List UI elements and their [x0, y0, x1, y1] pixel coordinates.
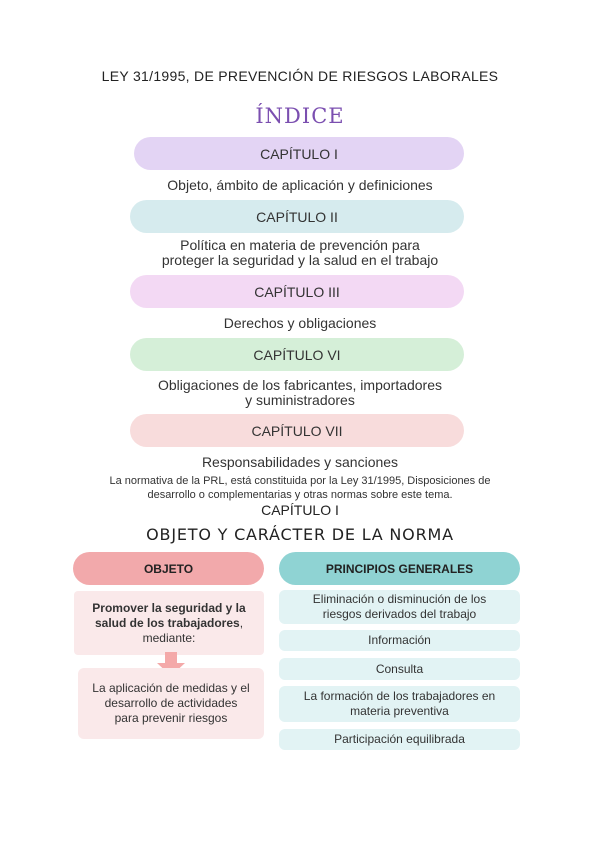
objeto-result-line-2: desarrollo de actividades	[104, 696, 238, 710]
normative-note	[78, 474, 522, 502]
section-title: OBJETO Y CARÁCTER DE LA NORMA	[146, 525, 454, 544]
principio-item-3-label: Consulta	[375, 661, 424, 676]
normative-note-line-1: La normativa de la PRL, está constituida por la Ley 31/1995, Disposiciones de	[109, 475, 491, 487]
chapter-6-pill	[130, 338, 464, 371]
objeto-purpose-line-3: mediante:	[142, 630, 196, 645]
objeto-purpose-line-2: salud de los trabajadores	[94, 615, 240, 630]
objeto-result-line-1: La aplicación de medidas y el	[92, 681, 250, 695]
chapter-6-description-line-1: Obligaciones de los fabricantes, importadores	[157, 377, 443, 393]
objeto-purpose-comma: ,	[239, 615, 244, 630]
principio-item-2-label: Información	[368, 633, 431, 647]
objeto-result-line-3: para prevenir riesgos	[114, 711, 228, 725]
chapter-7-description: Responsabilidades y sanciones	[201, 454, 399, 470]
chapter-6-description-line-2: y suministradores	[245, 392, 355, 408]
principio-item	[279, 630, 520, 651]
principio-item	[279, 686, 520, 722]
chapter-2-pill	[130, 200, 464, 233]
chapter-3-label: CAPÍTULO III	[254, 283, 340, 300]
normative-note-line-2: desarrollo o complementarias y otras normas sobre este tema.	[147, 489, 453, 501]
objeto-result-box	[78, 668, 264, 739]
chapter-1-pill	[134, 137, 464, 170]
principio-item-5-label: Participación equilibrada	[334, 732, 465, 746]
chapter-6-label: CAPÍTULO VI	[253, 346, 341, 363]
chapter-3-pill	[130, 275, 464, 308]
chapter-3-description: Derechos y obligaciones	[223, 315, 377, 331]
principio-item	[279, 658, 520, 680]
principio-item-1-line-2: riesgos derivados del trabajo	[322, 607, 477, 621]
principio-item-4-line-1: La formación de los trabajadores en	[303, 689, 496, 703]
chapter-2-description-line-2: proteger la seguridad y la salud en el trabajo	[161, 252, 439, 268]
chapter-6-description	[0, 378, 600, 408]
principio-item-1-line-1: Eliminación o disminución de los	[312, 592, 487, 606]
objeto-header	[73, 552, 264, 585]
chapter-2-label: CAPÍTULO II	[256, 208, 338, 225]
principios-header-label: PRINCIPIOS GENERALES	[325, 561, 474, 576]
chapter-7-label: CAPÍTULO VII	[251, 422, 343, 439]
index-title: ÍNDICE	[255, 104, 345, 128]
principio-item-4-line-2: materia preventiva	[350, 704, 449, 718]
objeto-purpose-line-1: Promover la seguridad y la	[92, 600, 246, 615]
section-chapter-label: CAPÍTULO I	[261, 502, 339, 518]
chapter-1-description: Objeto, ámbito de aplicación y definiciones	[167, 177, 433, 193]
principio-item	[279, 590, 520, 624]
objeto-header-label: OBJETO	[143, 561, 194, 576]
chapter-7-pill	[130, 414, 464, 447]
chapter-2-description	[0, 238, 600, 268]
document-title: LEY 31/1995, DE PREVENCIÓN DE RIESGOS LABORALES	[101, 68, 499, 84]
chapter-1-label: CAPÍTULO I	[260, 145, 338, 162]
principio-item	[279, 729, 520, 750]
principios-header	[279, 552, 520, 585]
chapter-2-description-line-1: Política en materia de prevención para	[180, 237, 420, 253]
objeto-purpose-box	[74, 591, 264, 655]
